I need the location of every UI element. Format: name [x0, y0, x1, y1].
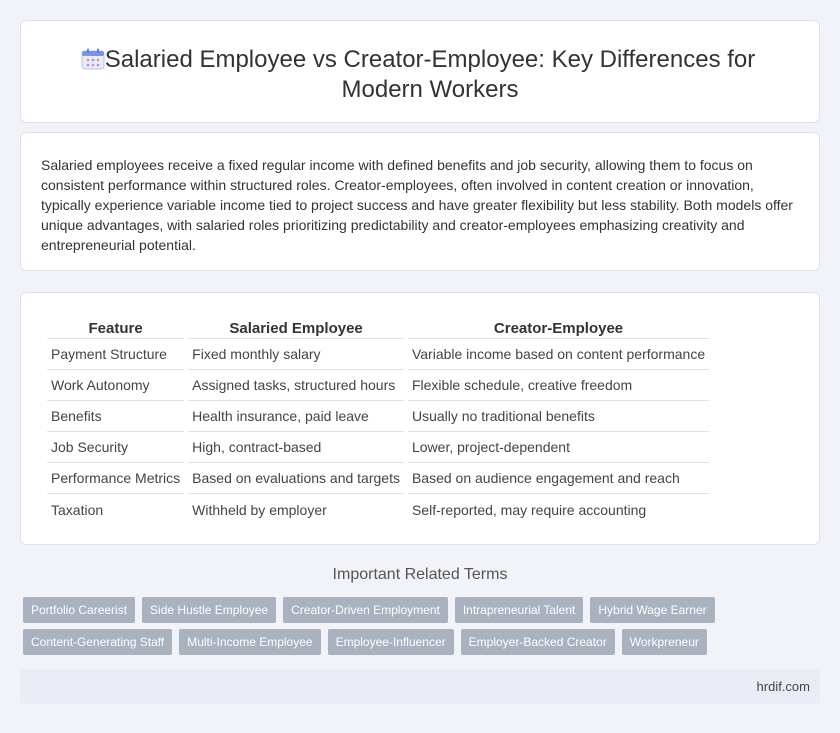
- table-row: [47, 432, 709, 463]
- tag-hybrid-wage-earner[interactable]: Hybrid Wage Earner: [590, 597, 714, 623]
- footer-site-link[interactable]: hrdif.com: [756, 679, 810, 694]
- table-row: [47, 339, 709, 370]
- page-title: Salaried Employee vs Creator-Employee: Key Differences for Modern Workers: [104, 46, 756, 103]
- tag-workpreneur[interactable]: Workpreneur: [622, 629, 707, 655]
- table-row: [47, 463, 709, 494]
- table-cell: Benefits: [47, 401, 184, 432]
- column-header-feature: Feature: [47, 315, 184, 339]
- tag-employee-influencer[interactable]: Employee-Influencer: [328, 629, 454, 655]
- comparison-card: [20, 292, 820, 545]
- table-cell: Work Autonomy: [47, 370, 184, 401]
- intro-card: [20, 132, 820, 271]
- tag-content-generating-staff[interactable]: Content-Generating Staff: [23, 629, 172, 655]
- column-header-creator: Creator-Employee: [408, 315, 709, 339]
- table-cell: Withheld by employer: [192, 501, 327, 518]
- title-card: [20, 20, 820, 123]
- tag-portfolio-careerist[interactable]: Portfolio Careerist: [23, 597, 135, 623]
- table-row: [47, 494, 709, 525]
- table-cell: Usually no traditional benefits: [408, 401, 709, 432]
- comparison-table: [43, 315, 713, 525]
- table-cell: Payment Structure: [47, 339, 184, 370]
- footer: [20, 669, 820, 704]
- table-cell: Self-reported, may require accounting: [411, 501, 647, 518]
- table-cell: Flexible schedule, creative freedom: [408, 370, 709, 401]
- table-cell: Job Security: [47, 432, 184, 463]
- tag-side-hustle-employee[interactable]: Side Hustle Employee: [142, 597, 276, 623]
- table-cell: Variable income based on content performance: [408, 339, 709, 370]
- table-cell: Fixed monthly salary: [188, 339, 404, 370]
- tag-multi-income-employee[interactable]: Multi-Income Employee: [179, 629, 320, 655]
- table-cell: Assigned tasks, structured hours: [188, 370, 404, 401]
- column-header-salaried: Salaried Employee: [188, 315, 404, 339]
- table-header-row: [47, 315, 709, 339]
- tag-intrapreneurial-talent[interactable]: Intrapreneurial Talent: [455, 597, 584, 623]
- table-cell: Health insurance, paid leave: [188, 401, 404, 432]
- table-row: [47, 401, 709, 432]
- table-cell: Performance Metrics: [47, 463, 184, 494]
- tag-row: [23, 629, 813, 655]
- related-terms-heading: Important Related Terms: [332, 566, 508, 583]
- related-terms-tags: [23, 597, 813, 661]
- tag-employer-backed-creator[interactable]: Employer-Backed Creator: [461, 629, 615, 655]
- tag-row: [23, 597, 813, 623]
- table-cell: Lower, project-dependent: [408, 432, 709, 463]
- intro-paragraph: Salaried employees receive a fixed regular income with defined benefits and job security, allowing them to focus on consistent performance within structured roles. Creator-employees, often involved in content creation or innovation, typically experience variable income tied to project success and have greater flexibility but less stability. Both models offer unique advantages, with salaried roles prioritizing predictability and creator-employees emphasizing creativity and entrepreneurial potential.: [41, 157, 793, 253]
- table-cell: Based on evaluations and targets: [188, 463, 404, 494]
- table-cell: Based on audience engagement and reach: [408, 463, 709, 494]
- table-cell: Taxation: [51, 501, 104, 518]
- table-row: [47, 370, 709, 401]
- table-cell: High, contract-based: [188, 432, 404, 463]
- tag-creator-driven-employment[interactable]: Creator-Driven Employment: [283, 597, 448, 623]
